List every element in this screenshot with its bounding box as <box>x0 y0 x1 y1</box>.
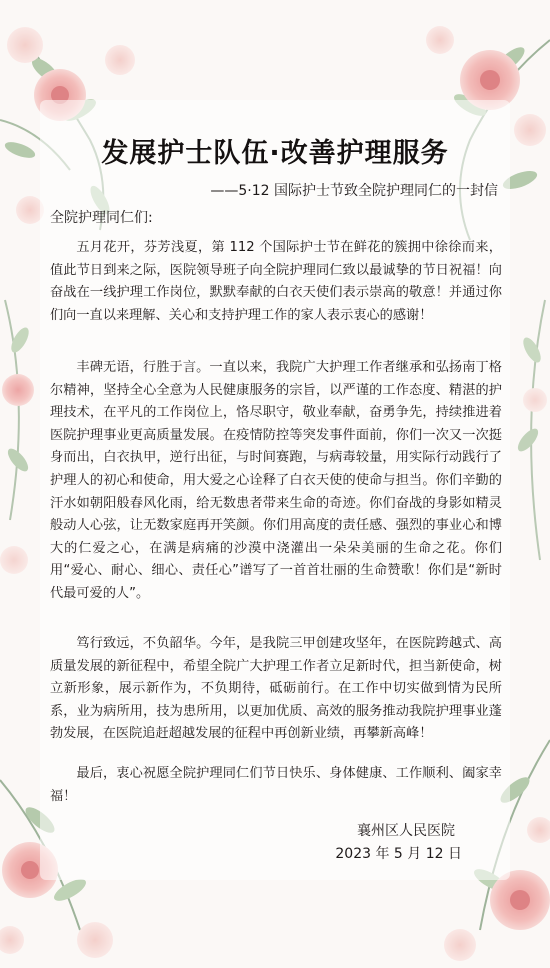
letter-paragraph: 最后，衷心祝愿全院护理同仁们节日快乐、身体健康、工作顺利、阖家幸福！ <box>50 766 502 804</box>
letter-paragraph: 五月花开，芬芳浅夏，第 112 个国际护士节在鲜花的簇拥中徐徐而来，值此节日到来之际，医院领导班子向全院护理同仁致以最诚挚的节日祝福！向奋战在一线护理工作岗位，默默奉献的白衣天使们表示崇高的敬意！并通过你们向一直以来理解、关心和支持护理工作的家人表示衷心的感谢！ <box>50 240 502 323</box>
letter-date: 2023 年 5 月 12 日 <box>335 846 462 862</box>
letter-title: 发展护士队伍·改善护理服务 <box>101 138 449 169</box>
letter-greeting: 全院护理同仁们: <box>50 210 153 226</box>
letter-paragraph: 丰碑无语，行胜于言。一直以来，我院广大护理工作者继承和弘扬南丁格尔精神，坚持全心全意为人民健康服务的宗旨，以严谨的工作态度、精湛的护理技术，在平凡的工作岗位上，恪尽职守，敬业奉献，奋勇争先，持续推进着医院护理事业更高质量发展。在疫情防控等突发事件面前，你们一次又一次挺身而出，白衣执甲，逆行出征，与时间赛跑，与病毒较量，用实际行动践行了护理人的初心和使命，用大爱之心诠释了白衣天使的使命与担当。你们辛勤的汗水如朝阳般春风化雨，给无数患者带来生命的奇迹。你们奋战的身影如精灵般动人心弦，让无数家庭再开笑颜。你们用高度的责任感、强烈的事业心和博大的仁爱之心，在满是病痛的沙漠中浇灌出一朵朵美丽的生命之花。你们用“爱心、耐心、细心、责任心”谱写了一首首壮丽的生命赞歌！你们是“新时代最可爱的人”。 <box>50 360 502 601</box>
letter-paragraph: 笃行致远，不负韶华。今年，是我院三甲创建攻坚年，在医院跨越式、高质量发展的新征程中，希望全院广大护理工作者立足新时代，担当新使命，树立新形象，展示新作为，不负期待，砥砺前行。在工作中切实做到情为民所系，业为病所用，技为患所用，以更加优质、高效的服务推动我院护理事业蓬勃发展，在医院追赶超越发展的征程中再创新业绩，再攀新高峰！ <box>50 636 502 742</box>
letter-signature: 襄州区人民医院 <box>357 823 455 839</box>
letter-subtitle: ——5·12 国际护士节致全院护理同仁的一封信 <box>210 183 498 199</box>
